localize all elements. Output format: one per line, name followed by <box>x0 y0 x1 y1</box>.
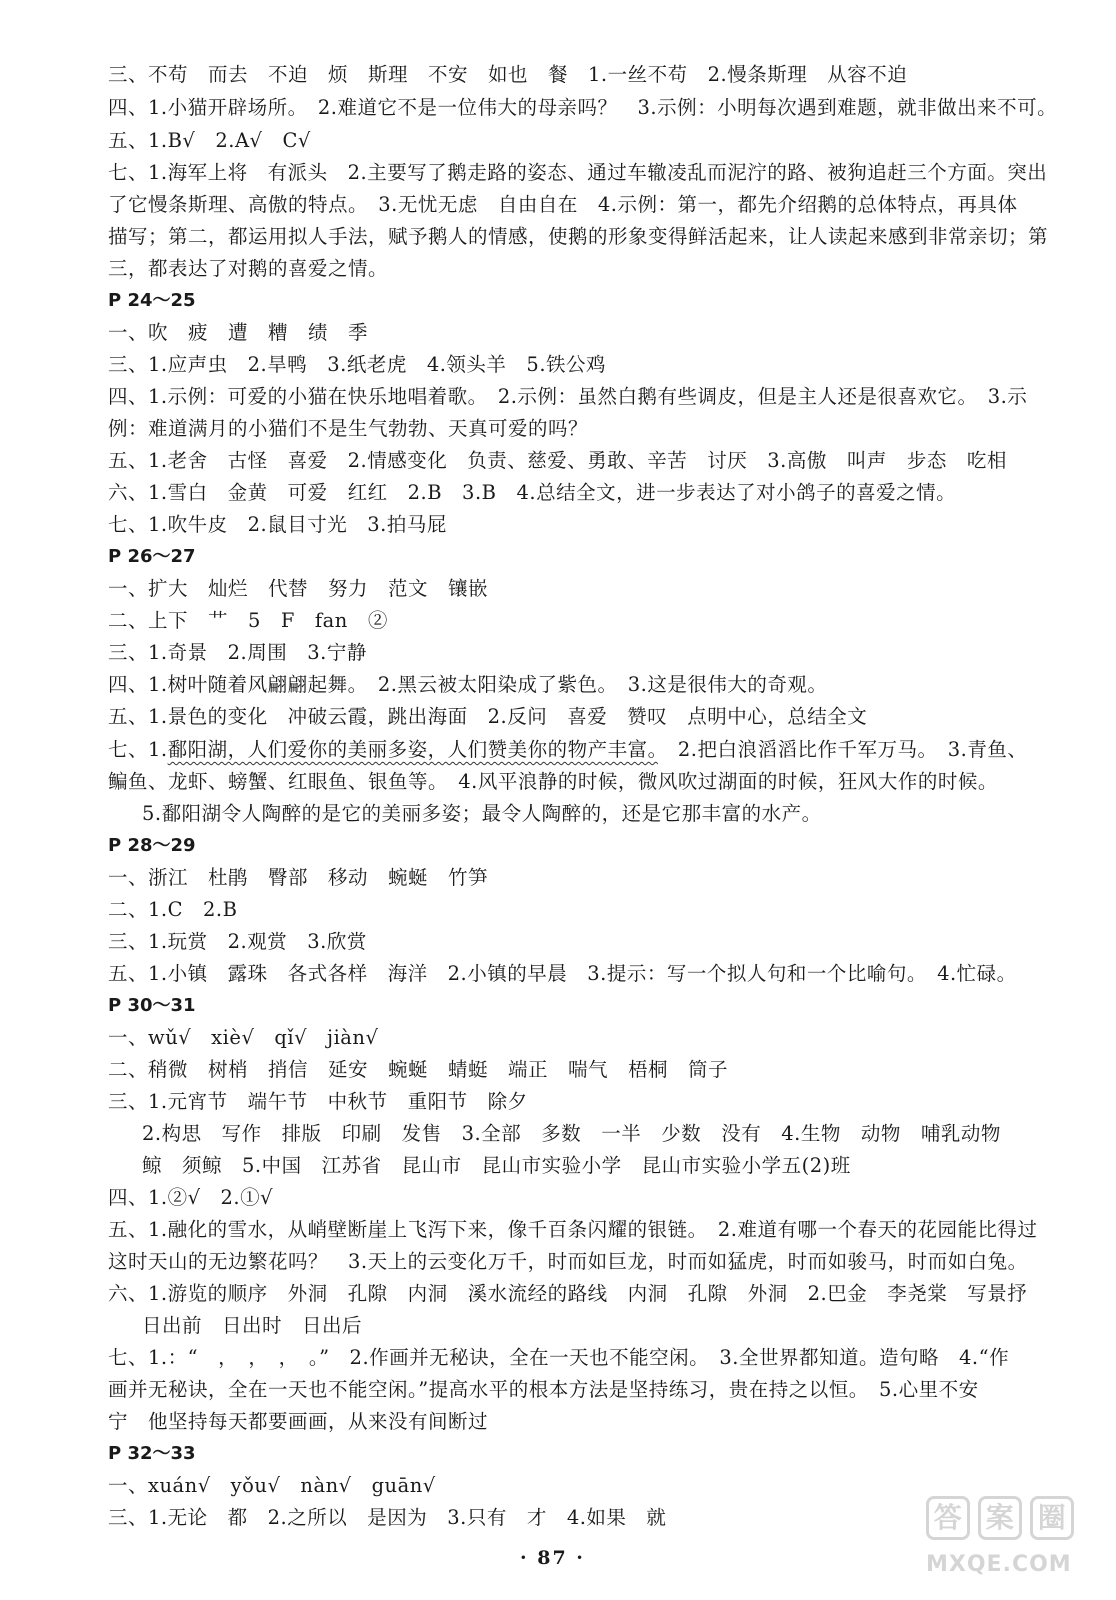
answer-line: 三、不苟 而去 不迫 烦 斯理 不安 如也 餐 1.一丝不苟 2.慢条斯理 从容不迫 <box>108 63 908 86</box>
answer-line: 四、1.小猫开辟场所。 2.难道它不是一位伟大的母亲吗？ 3.示例：小明每次遇到难题，就非做出来不可。 <box>108 96 1058 119</box>
answer-line: 画并无秘诀，全在一天也不能空闲。”提高水平的根本方法是坚持练习，贵在持之以恒。 5.心里不安 <box>108 1378 979 1401</box>
answer-line: 二、稍微 树梢 捎信 延安 蜿蜒 蜻蜓 端正 喘气 梧桐 筒子 <box>108 1058 729 1081</box>
watermark-url: MXQE.COM <box>926 1552 1072 1577</box>
answer-line: 2.构思 写作 排版 印刷 发售 3.全部 多数 一半 少数 没有 4.生物 动物 哺乳动物 <box>142 1122 1001 1145</box>
watermark-char: 圈 <box>1030 1496 1074 1540</box>
answer-line: 七、1.吹牛皮 2.鼠目寸光 3.拍马屁 <box>108 513 447 536</box>
section-heading: P 24～25 <box>108 290 196 311</box>
answer-line: 一、xuán√ yǒu√ nàn√ guān√ <box>108 1474 436 1497</box>
answer-line: 5.鄱阳湖令人陶醉的是它的美丽多姿；最令人陶醉的，还是它那丰富的水产。 <box>142 802 822 825</box>
item-prefix: 七、1. <box>108 738 168 761</box>
watermark-char: 答 <box>926 1496 970 1540</box>
answer-line: 鳊鱼、龙虾、螃蟹、红眼鱼、银鱼等。 4.风平浪静的时候，微风吹过湖面的时候，狂风大作的时候。 <box>108 770 998 793</box>
answer-line: 四、1.②√ 2.①√ <box>108 1186 274 1209</box>
answer-line: 一、浙江 杜鹃 臀部 移动 蜿蜒 竹笋 <box>108 866 489 889</box>
answer-line: 例：难道满月的小猫们不是生气勃勃、天真可爱的吗？ <box>108 417 589 440</box>
answer-line: 七、1.海军上将 有派头 2.主要写了鹅走路的姿态、通过车辙凌乱而泥泞的路、被狗追赶三个方面。突出 <box>108 161 1048 184</box>
answer-line: 六、1.游览的顺序 外洞 孔隙 内洞 溪水流经的路线 内洞 孔隙 外洞 2.巴金 李尧棠 写景抒 <box>108 1282 1028 1305</box>
section-heading: P 26～27 <box>108 546 196 567</box>
answer-line: 二、1.C 2.B <box>108 898 238 921</box>
answer-line: 四、1.示例：可爱的小猫在快乐地唱着歌。 2.示例：虽然白鹅有些调皮，但是主人还是很喜欢它。 3.示 <box>108 385 1028 408</box>
underlined-sentence: 鄱阳湖，人们爱你的美丽多姿，人们赞美你的物产丰富。 <box>167 738 658 761</box>
answer-line: 五、1.融化的雪水，从峭壁断崖上飞泻下来，像千百条闪耀的银链。 2.难道有哪一个春天的花园能比得过 <box>108 1218 1038 1241</box>
answer-line: 三、1.奇景 2.周围 3.宁静 <box>108 641 367 664</box>
answer-line: 这时天山的无边繁花吗？ 3.天上的云变化万千，时而如巨龙，时而如猛虎，时而如骏马，时而如白兔。 <box>108 1250 1028 1273</box>
answer-line: 鲸 须鲸 5.中国 江苏省 昆山市 昆山市实验小学 昆山市实验小学五(2)班 <box>142 1154 851 1177</box>
answer-line: 五、1.B√ 2.A√ C√ <box>108 129 311 152</box>
answer-line: 五、1.老舍 古怪 喜爱 2.情感变化 负责、慈爱、勇敢、辛苦 讨厌 3.高傲 叫声 步态 吃相 <box>108 449 1007 472</box>
watermark-char: 案 <box>978 1496 1022 1540</box>
answer-line: 三、1.应声虫 2.旱鸭 3.纸老虎 4.领头羊 5.铁公鸡 <box>108 353 607 376</box>
answer-line: 七、1.：“ ， ， ， 。” 2.作画并无秘诀，全在一天也不能空闲。 3.全世界都知道。造句略 4.“作 <box>108 1346 1010 1369</box>
answer-line: 一、吹 疲 遭 糟 绩 季 <box>108 321 369 344</box>
watermark-logo <box>926 1496 1086 1588</box>
answer-line: 五、1.景色的变化 冲破云霞，跳出海面 2.反问 喜爱 赞叹 点明中心，总结全文 <box>108 705 868 728</box>
answer-line: 三、1.玩赏 2.观赏 3.欣赏 <box>108 930 367 953</box>
answer-line: 一、扩大 灿烂 代替 努力 范文 镶嵌 <box>108 577 489 600</box>
answer-line: 三、1.元宵节 端午节 中秋节 重阳节 除夕 <box>108 1090 528 1113</box>
answer-line: 四、1.树叶随着风翩翩起舞。 2.黑云被太阳染成了紫色。 3.这是很伟大的奇观。 <box>108 673 828 696</box>
line-continuation: 2.把白浪滔滔比作千军万马。 3.青鱼、 <box>657 738 1028 761</box>
answer-line: 宁 他坚持每天都要画画，从来没有间断过 <box>108 1410 489 1433</box>
answer-line: 三、1.无论 都 2.之所以 是因为 3.只有 才 4.如果 就 <box>108 1506 667 1529</box>
answer-line: 二、上下 艹 5 F fan ② <box>108 609 388 632</box>
answer-line: 五、1.小镇 露珠 各式各样 海洋 2.小镇的早晨 3.提示：写一个拟人句和一个比喻句。 4.忙碌。 <box>108 962 1017 985</box>
section-heading: P 30～31 <box>108 995 196 1016</box>
answer-line: 六、1.雪白 金黄 可爱 红红 2.B 3.B 4.总结全文，进一步表达了对小鸽子的喜爱之情。 <box>108 481 957 504</box>
answer-line: 描写；第二，都运用拟人手法，赋予鹅人的情感，使鹅的形象变得鲜活起来，让人读起来感到非常亲切；第 <box>108 225 1049 248</box>
answer-line: 三，都表达了对鹅的喜爱之情。 <box>108 257 389 280</box>
answer-line: 一、wǔ√ xiè√ qǐ√ jiàn√ <box>108 1026 379 1049</box>
section-heading: P 28～29 <box>108 835 196 856</box>
section-heading: P 32～33 <box>108 1443 196 1464</box>
answer-line: 了它慢条斯理、高傲的特点。 3.无忧无虑 自由自在 4.示例：第一，都先介绍鹅的总体特点，再具体 <box>108 193 1018 216</box>
answer-line <box>108 737 1027 763</box>
page-number: · 87 · <box>520 1547 585 1569</box>
answer-line: 日出前 日出时 日出后 <box>142 1314 363 1337</box>
